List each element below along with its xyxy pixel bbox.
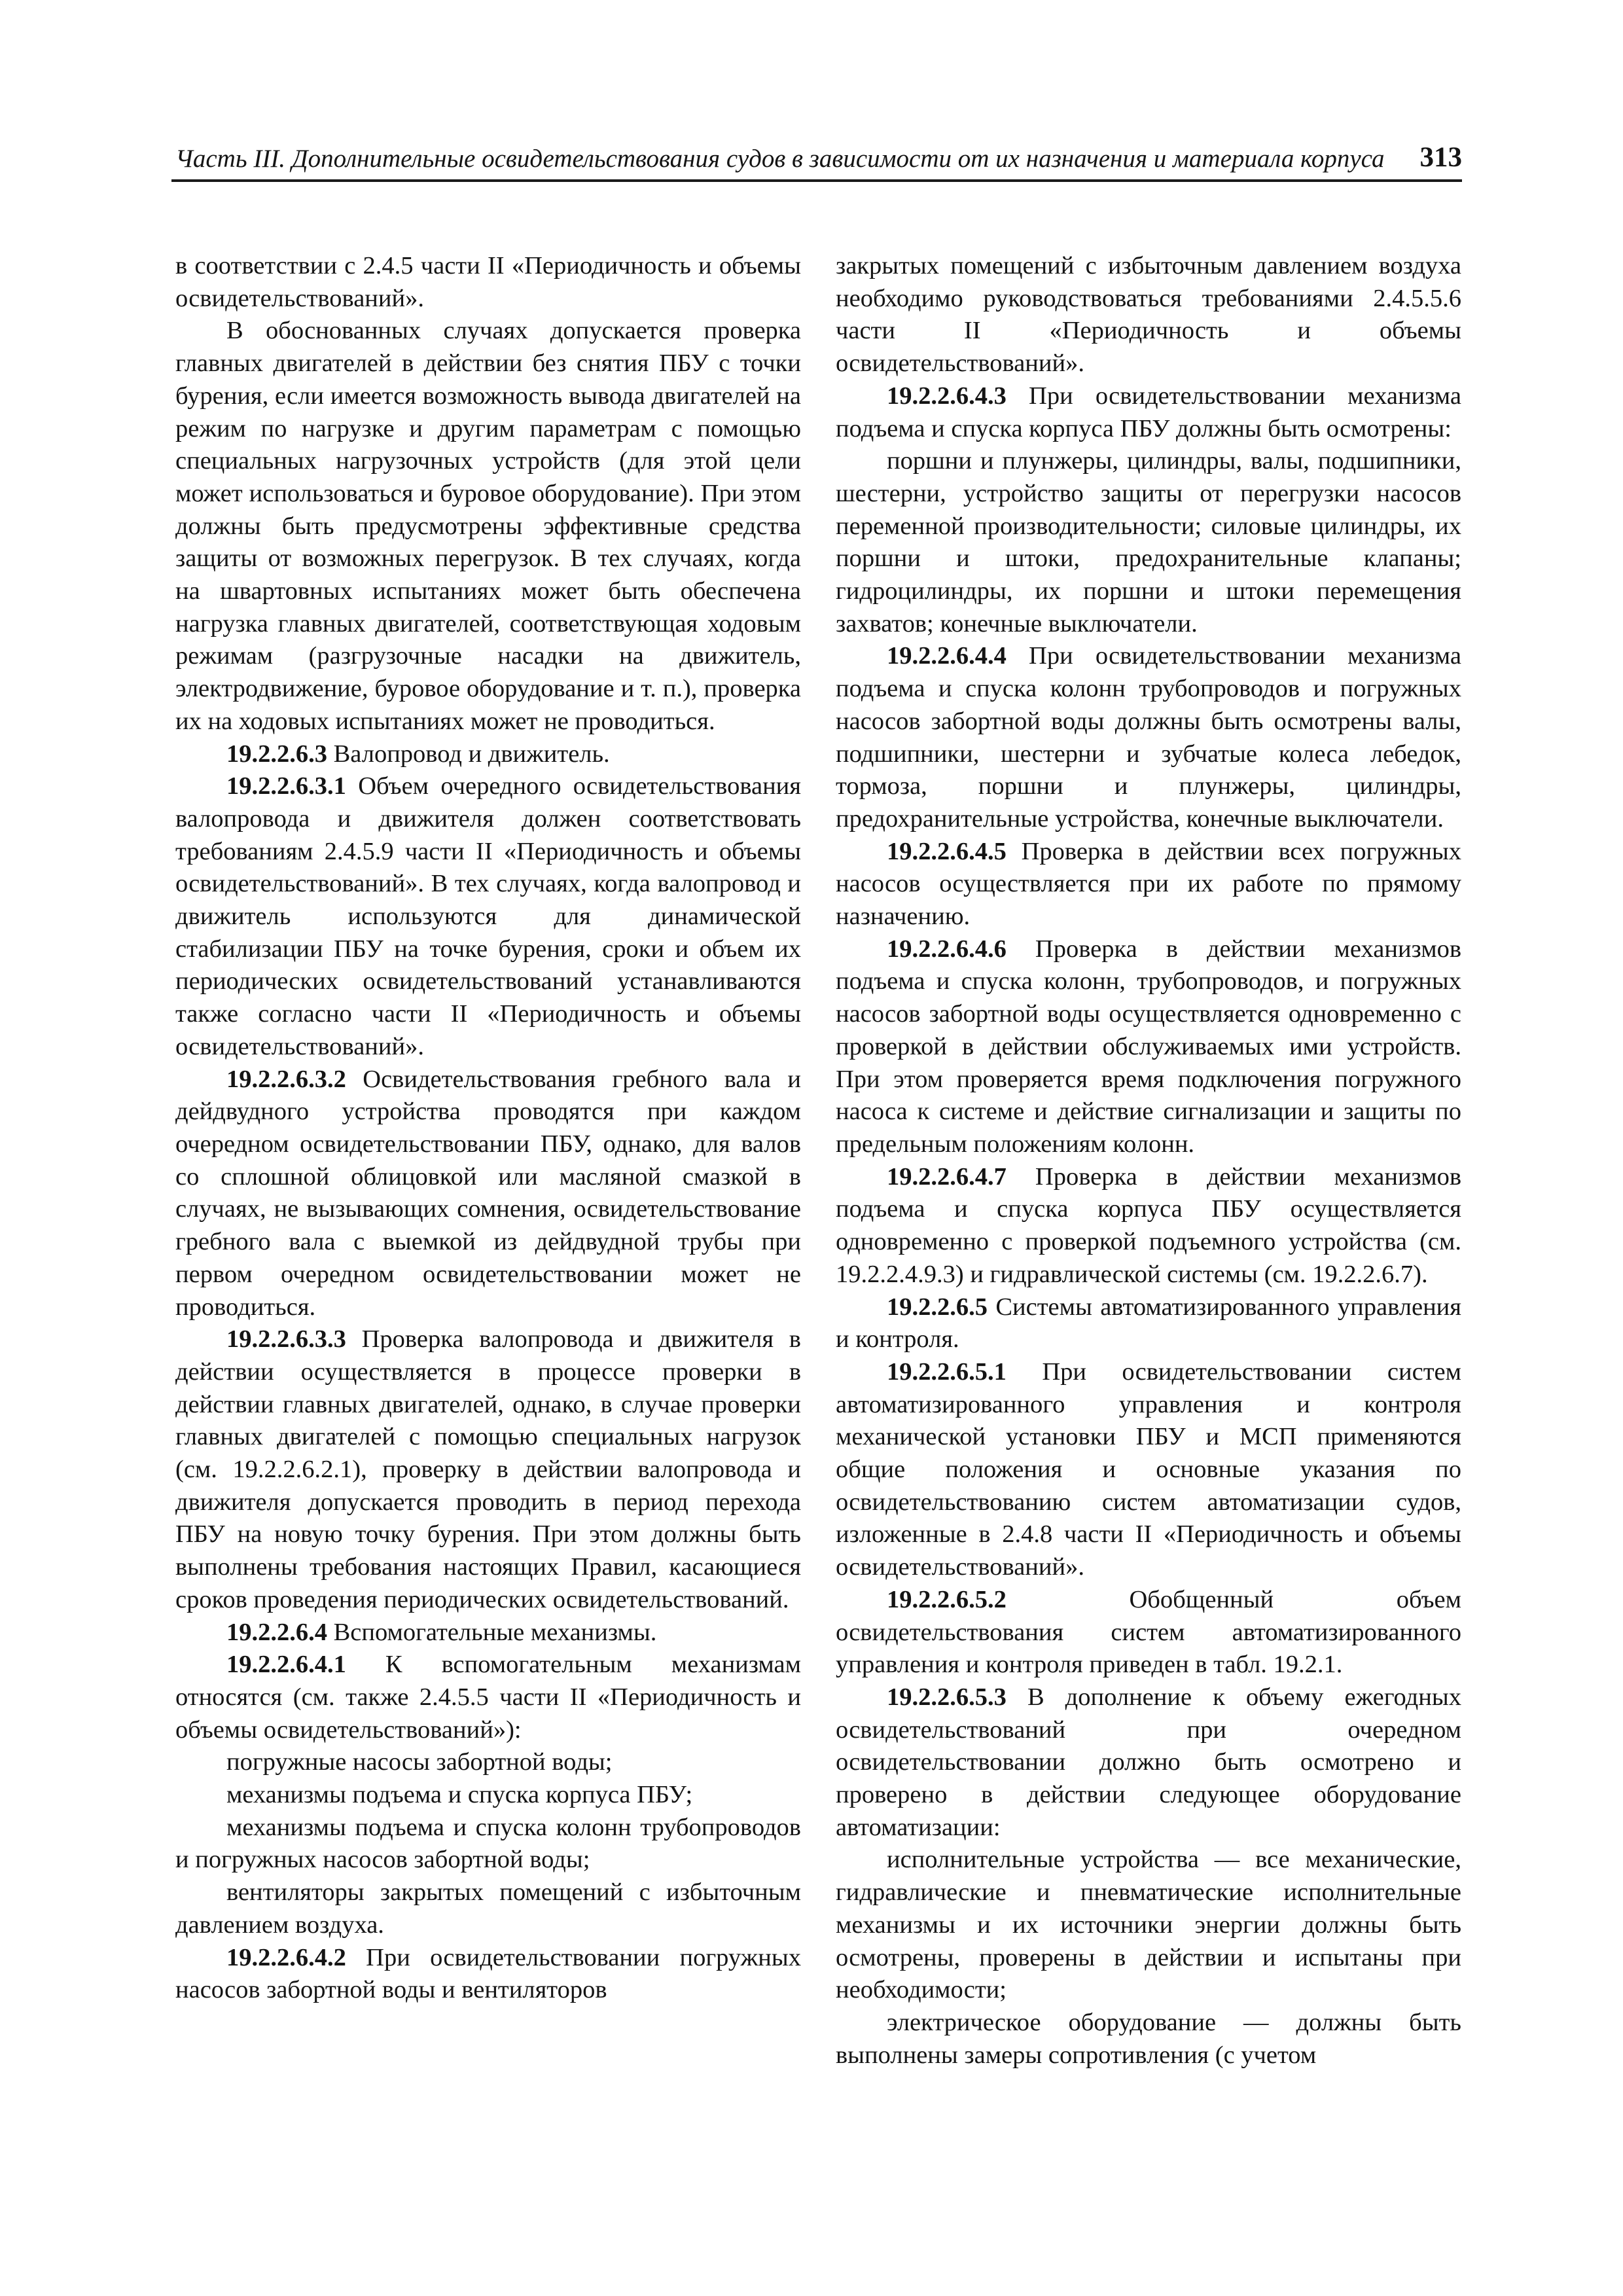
right-column: [836, 250, 1461, 2072]
paragraph: 19.2.2.6.4.5 Проверка в действии всех погружных насосов осуществляется при их работе по прямому назначению.: [836, 837, 1461, 931]
list-item: механизмы подъема и спуска колонн трубопроводов и погружных насосов забортной воды;: [175, 1813, 801, 1874]
section-number: 19.2.2.6.3: [226, 740, 327, 768]
section-number: 19.2.2.6.4.6: [887, 935, 1007, 963]
paragraph: 19.2.2.6.4.2 При освидетельствовании погружных насосов забортной воды и вентиляторов: [175, 1943, 801, 2004]
section-number: 19.2.2.6.4.1: [226, 1651, 346, 1679]
section-heading: 19.2.2.6.3 Валопровод и движитель.: [226, 740, 610, 768]
paragraph: В обоснованных случаях допускается проверка главных двигателей в действии без снятия ПБУ с точки бурения, если имеется возможность вывода двигателей на режим по нагрузке и другим параметрам с помощью специальных нагрузочных устройств (для этой цели может использоваться и буровое оборудование). При этом должны быть предусмотрены эффективные средства защиты от возможных перегрузок. В тех случаях, когда на швартовных испытаниях может быть обеспечена нагрузка главных двигателей, соответствующая ходовым режимам (разгрузочные насадки на движитель, электродвижение, буровое оборудование и т. п.), проверка их на ходовых испытаниях может не проводиться.: [175, 317, 801, 735]
section-number: 19.2.2.6.3.3: [226, 1325, 346, 1354]
section-number: 19.2.2.6.3.2: [226, 1065, 346, 1093]
section-number: 19.2.2.6.4.5: [887, 837, 1007, 865]
paragraph: 19.2.2.6.4.3 При освидетельствовании механизма подъема и спуска корпуса ПБУ должны быть осмотрены:: [836, 382, 1461, 442]
section-number: 19.2.2.6.4.7: [887, 1162, 1007, 1191]
section-number: 19.2.2.6.4.3: [887, 382, 1007, 410]
section-heading: 19.2.2.6.5 Системы автоматизированного управления и контроля.: [836, 1293, 1461, 1354]
paragraph: 19.2.2.6.3.3 Проверка валопровода и движителя в действии осуществляется в процессе проверки в действии главных двигателей, однако, в случае проверки главных двигателей с помощью специальных нагрузок (см. 19.2.2.6.2.1), проверку в действии валопровода и движителя допускается проводить в период перехода ПБУ на новую точку бурения. При этом должны быть выполнены требования настоящих Правил, касающиеся сроков проведения периодических освидетельствований.: [175, 1325, 801, 1613]
list-item: погружные насосы забортной воды;: [226, 1748, 613, 1776]
paragraph: закрытых помещений с избыточным давлением воздуха необходимо руководствоваться требованиями 2.4.5.5.6 части II «Периодичность и объемы освидетельствований».: [836, 252, 1461, 378]
paragraph: 19.2.2.6.4.6 Проверка в действии механизмов подъема и спуска колонн, трубопроводов, и погружных насосов забортной воды осуществляется одновременно с проверкой в действии обслуживаемых ими устройств. При этом проверяется время подключения погружного насоса к системе и действие сигнализации и защиты по предельным положениям колонн.: [836, 935, 1461, 1158]
paragraph: 19.2.2.6.5.3 В дополнение к объему ежегодных освидетельствований при очередном освидетельствовании должно быть осмотрено и проверено в действии следующее оборудование автоматизации:: [836, 1683, 1461, 1841]
section-number: 19.2.2.6.5.1: [887, 1357, 1007, 1386]
list-item: поршни и плунжеры, цилиндры, валы, подшипники, шестерни, устройство защиты от перегрузки насосов переменной производительности; силовые цилиндры, их поршни и штоки, предохранительные клапаны; гидроцилиндры, их поршни и штоки перемещения захватов; конечные выключатели.: [836, 447, 1461, 637]
paragraph: 19.2.2.6.4.1 К вспомогательным механизмам относятся (см. также 2.4.5.5 части II «Периодичность и объемы освидетельствований»):: [175, 1651, 801, 1744]
paragraph: 19.2.2.6.4.7 Проверка в действии механизмов подъема и спуска корпуса ПБУ осуществляется одновременно с проверкой подъемного устройства (см. 19.2.2.4.9.3) и гидравлической системы (см. 19.2.2.6.7).: [836, 1162, 1461, 1288]
list-item: исполнительные устройства — все механические, гидравлические и пневматические исполнительные механизмы и их источники энергии должны быть осмотрены, проверены в действии и испытаны при необходимости;: [836, 1846, 1461, 2004]
page-number: 313: [1419, 142, 1462, 173]
section-number: 19.2.2.6.3.1: [226, 772, 346, 800]
paragraph: 19.2.2.6.5.1 При освидетельствовании систем автоматизированного управления и контроля механической установки ПБУ и МСП применяются общие положения и основные указания по освидетельствованию систем автоматизации судов, изложенные в 2.4.8 части II «Периодичность и объемы освидетельствований».: [836, 1357, 1461, 1581]
paragraph: 19.2.2.6.3.1 Объем очередного освидетельствования валопровода и движителя должен соответствовать требованиям 2.4.5.9 части II «Периодичность и объемы освидетельствований». В тех случаях, когда валопровод и движитель используются для динамической стабилизации ПБУ на точке бурения, сроки и объем их периодических освидетельствований устанавливаются также согласно части II «Периодичность и объемы освидетельствований».: [175, 772, 801, 1060]
section-heading: 19.2.2.6.4 Вспомогательные механизмы.: [226, 1618, 657, 1646]
section-number: 19.2.2.6.4: [226, 1618, 327, 1646]
paragraph: 19.2.2.6.5.2 Обобщенный объем освидетельствования систем автоматизированного управления и контроля приведен в табл. 19.2.1.: [836, 1585, 1461, 1679]
left-column: [175, 250, 801, 2007]
section-number: 19.2.2.6.4.4: [887, 642, 1007, 670]
list-item: механизмы подъема и спуска корпуса ПБУ;: [226, 1781, 693, 1809]
section-number: 19.2.2.6.4.2: [226, 1943, 346, 1971]
list-item: вентиляторы закрытых помещений с избыточным давлением воздуха.: [175, 1878, 801, 1939]
header-title: Часть III. Дополнительные освидетельствования судов в зависимости от их назначения и материала корпуса: [175, 145, 1385, 173]
section-number: 19.2.2.6.5.2: [887, 1585, 1007, 1613]
section-number: 19.2.2.6.5: [887, 1293, 988, 1321]
paragraph: в соответствии с 2.4.5 части II «Периодичность и объемы освидетельствований».: [175, 252, 801, 312]
list-item: электрическое оборудование — должны быть выполнены замеры сопротивления (с учетом: [836, 2008, 1461, 2069]
running-header: [171, 143, 1462, 182]
paragraph: 19.2.2.6.3.2 Освидетельствования гребного вала и дейдвудного устройства проводятся при каждом очередном освидетельствовании ПБУ, однако, для валов со сплошной облицовкой или масляной смазкой в случаях, не вызывающих сомнения, освидетельствование гребного вала с выемкой из дейдвудной трубы при первом очередном освидетельствовании может не проводиться.: [175, 1065, 801, 1321]
paragraph: 19.2.2.6.4.4 При освидетельствовании механизма подъема и спуска колонн трубопроводов и погружных насосов забортной воды должны быть осмотрены валы, подшипники, шестерни и зубчатые колеса лебедок, тормоза, поршни и плунжеры, цилиндры, предохранительные устройства, конечные выключатели.: [836, 642, 1461, 833]
section-number: 19.2.2.6.5.3: [887, 1683, 1007, 1711]
